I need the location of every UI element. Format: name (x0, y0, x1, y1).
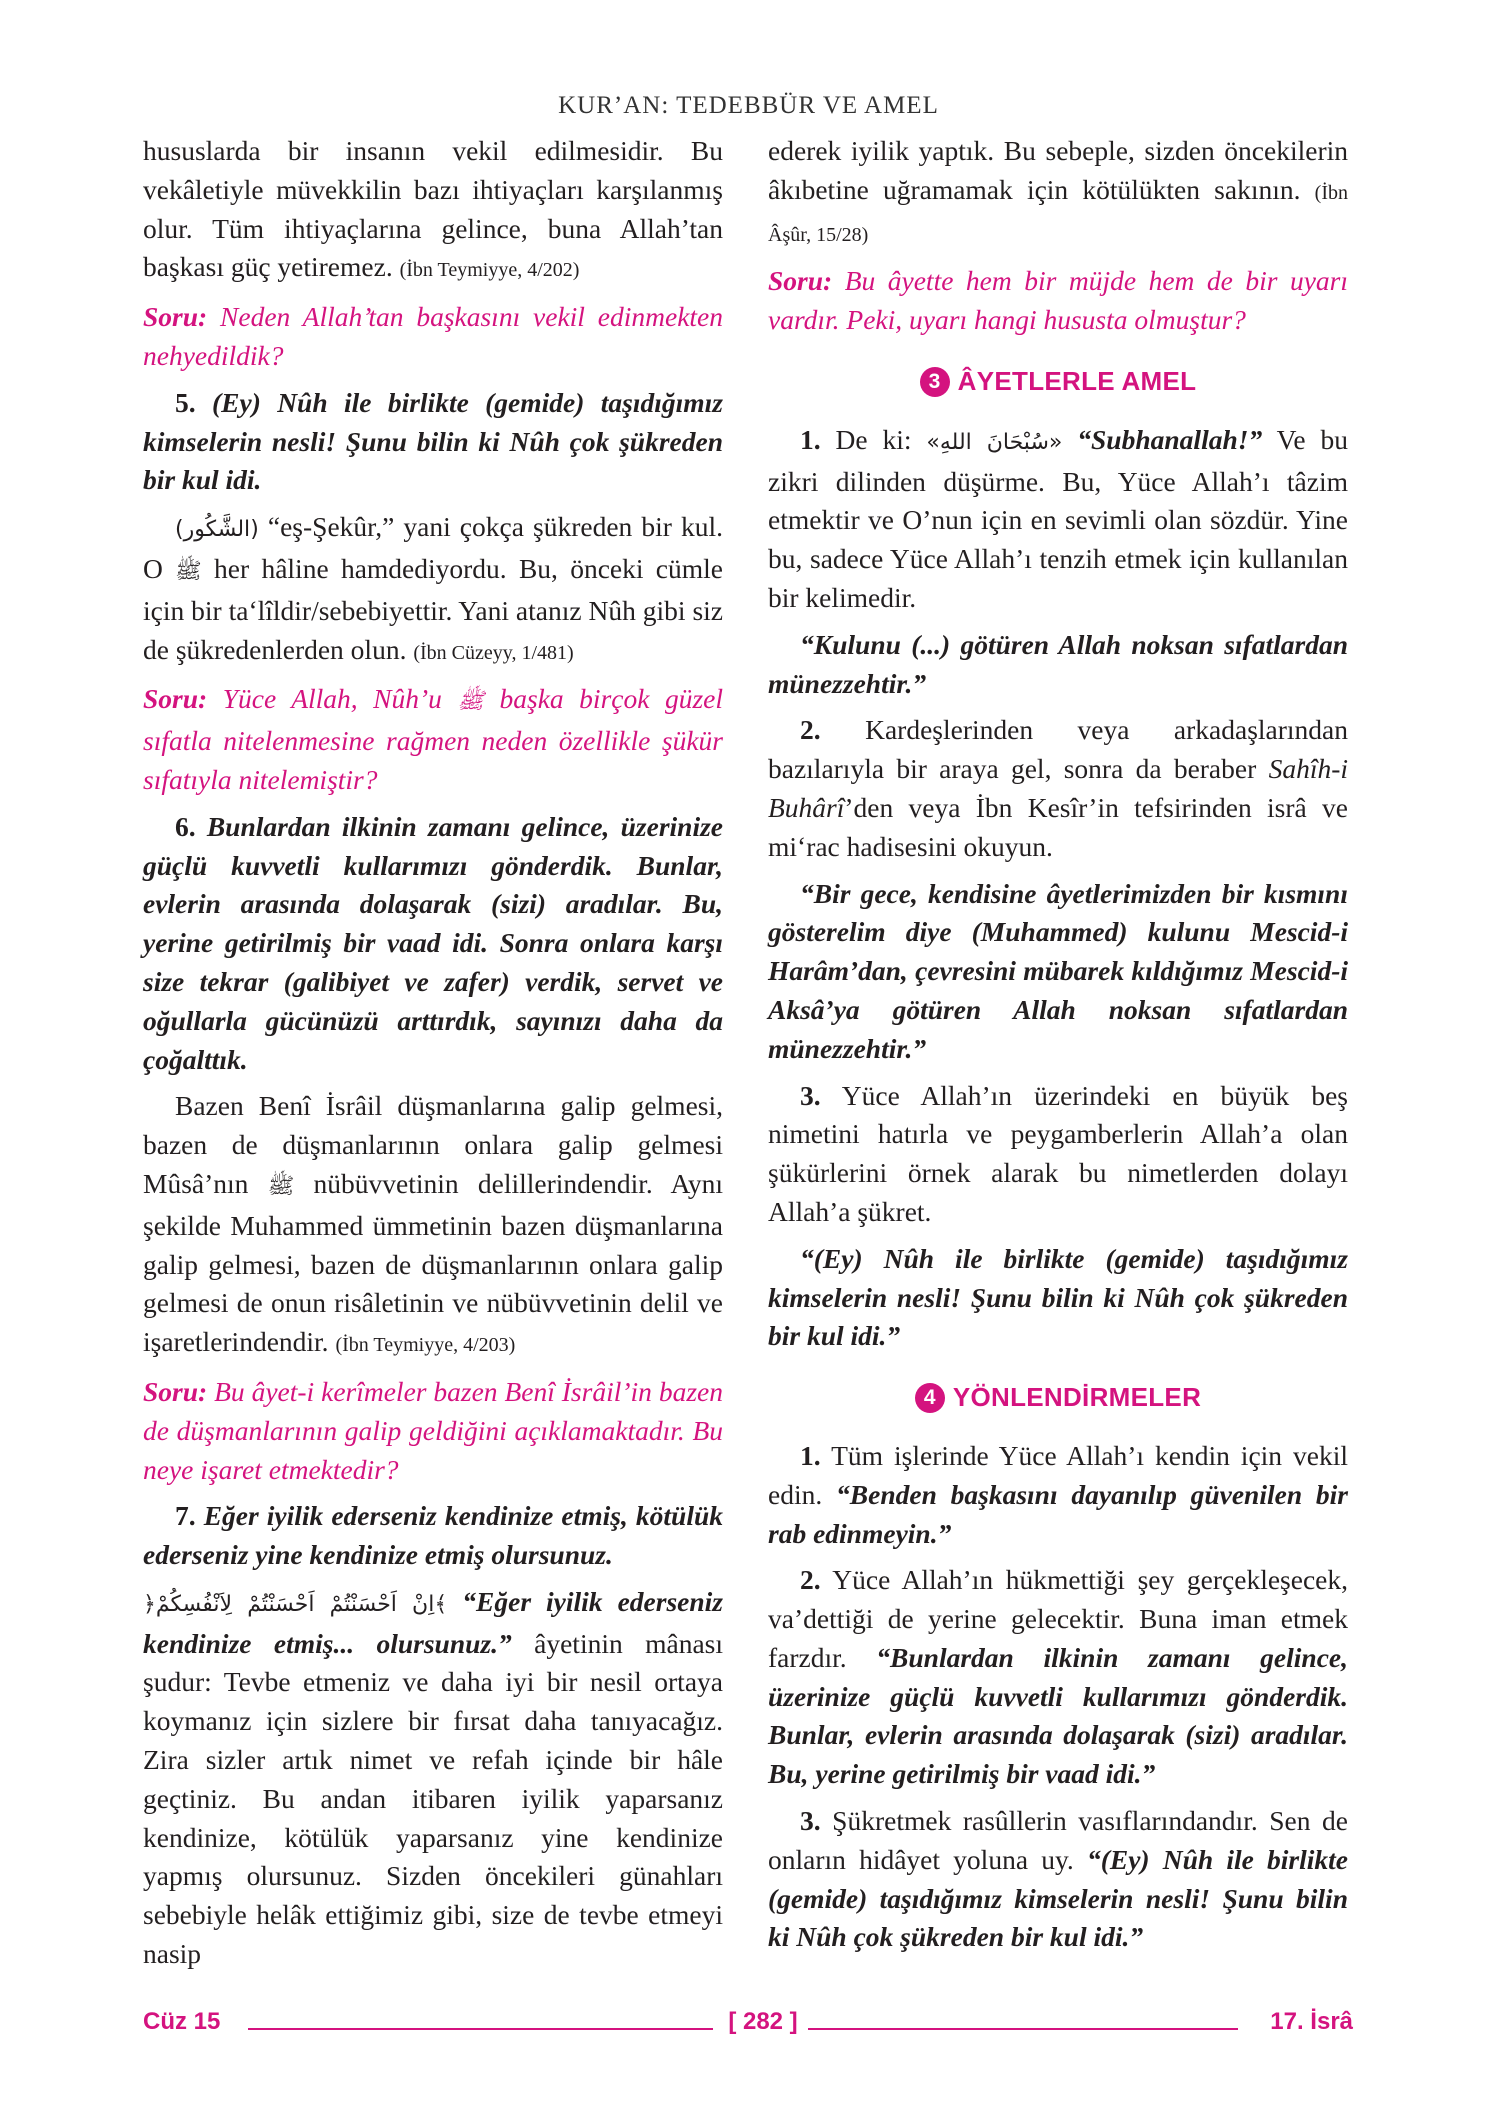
reference: (İbn Cüzeyy, 1/481) (413, 641, 574, 664)
paragraph (143, 1583, 723, 1974)
verse-number: 6. (175, 810, 196, 842)
paragraph (143, 1087, 723, 1365)
verse-text: (Ey) Nûh ile birlikte (gemide) taşıdığımız kimselerin nesli! Şunu bilin ki Nûh çok şükreden bir kul idi. (143, 386, 724, 496)
quoted-verse: “Eğer iyilik ederseniz kendinize etmiş... olursunuz.” (143, 1585, 723, 1659)
salutation-icon: ﷺ (267, 1173, 295, 1199)
quoted-verse: “(Ey) Nûh ile birlikte (gemide) taşıdığımız kimselerin nesli! Şunu bilin ki Nûh çok şükreden bir kul idi.” (768, 1242, 1348, 1352)
book-title: Sahîh-i Buhârî (768, 753, 1349, 823)
item-text: ’den veya İbn Kesîr’in tefsirinden isrâ ve mi‘rac hadisesini okuyun. (768, 791, 1348, 862)
reference: (İbn Teymiyye, 4/203) (335, 1334, 516, 1357)
reference: (İbn Âşûr, 15/28) (768, 181, 1348, 246)
quoted-verse: “Bir gece, kendisine âyetlerimizden bir kısmını gösterelim diye (Muhammed) kulunu Mescid-i Harâm’dan, çevresini mübarek kıldığımız Mescid-i Aksâ’ya götüren Allah noksan sıfatlardan münezzehtir.” (768, 877, 1348, 1064)
paragraph-text: ederek iyilik yaptık. Bu sebeple, sizden öncekilerin âkıbetine uğramamak için kötülükten sakının. (768, 135, 1348, 205)
item-number: 2. (800, 1564, 821, 1596)
quoted-verse: “Benden başkasını dayanılıp güvenilen bir rab edinmeyin.” (768, 1478, 1348, 1549)
arabic-verse: ﴿اِنْ اَحْسَنْتُمْ اَحْسَنْتُمْ لِاَنْفُسِكُمْ﴾ (143, 1591, 448, 1617)
paragraph (768, 132, 1348, 254)
quoted-verse: “Kulunu (...) götüren Allah noksan sıfatlardan münezzehtir.” (768, 628, 1348, 699)
item-text: De ki: (835, 423, 912, 455)
item-text: Yüce Allah’ın hükmettiği şey gerçekleşecek, va’dettiği de yerine gelecektir. Buna iman etmek farzdır. (768, 1564, 1348, 1673)
item-text: Tüm işlerinde Yüce Allah’ı kendin için vekil edin. (768, 1439, 1348, 1510)
page-footer (143, 2008, 1353, 2048)
item-number: 3. (800, 1079, 821, 1111)
item-text: Yüce Allah’ın üzerindeki en büyük beş nimetini hatırla ve peygamberlerin Allah’a olan şükürlerini örnek alarak bu nimetlerden dolayı Allah’a şükret. (768, 1079, 1348, 1227)
juz-label: Cüz 15 (143, 2008, 221, 2035)
question-label: Soru: (768, 265, 833, 297)
quoted-verse: “(Ey) Nûh ile birlikte (gemide) taşıdığımız kimselerin nesli! Şunu bilin ki Nûh çok şükreden bir kul idi.” (768, 1843, 1348, 1953)
list-item (768, 421, 1348, 618)
quoted-phrase: “Subhanallah!” (1077, 423, 1263, 455)
verse-6 (143, 808, 723, 1080)
verse-number: 7. (175, 1500, 196, 1532)
item-number: 3. (800, 1805, 821, 1837)
section-number-badge: 4 (915, 1383, 945, 1413)
page-number: [ 282 ] (728, 2008, 798, 2035)
verse-number: 5. (175, 386, 196, 418)
item-text: Şükretmek rasûllerin vasıflarındandır. Sen de onların hidâyet yoluna uy. (768, 1805, 1348, 1875)
salutation-icon: ﷺ (457, 689, 484, 715)
arabic-term: «سُبْحَانَ اللهِ» (926, 429, 1063, 455)
question (768, 262, 1348, 340)
question-text: Yüce Allah, Nûh’u (222, 683, 442, 715)
verse-5 (143, 384, 723, 500)
section-number-badge: 3 (920, 367, 950, 397)
question-text: Bu âyette hem bir müjde hem de bir uyarı vardır. Peki, uyarı hangi hususta olmuştur? (768, 265, 1348, 336)
question-text: Bu âyet-i kerîmeler bazen Benî İsrâil’in bazen de düşmanlarının galip geldiğini açıklamaktadır. Bu neye işaret etmektedir? (143, 1375, 723, 1485)
section-title: YÖNLENDİRMELER (952, 1382, 1202, 1413)
list-item (768, 1561, 1348, 1794)
question-label: Soru: (143, 683, 208, 715)
question-label: Soru: (143, 301, 208, 333)
section-title: ÂYETLERLE AMEL (957, 365, 1197, 396)
item-text: Ve bu zikri dilinden düşürme. Bu, Yüce Allah’ı tâzim etmektir ve O’nun için en sevimli olan sözdür. Yine bu, sadece Yüce Allah’ı tenzih etmek için kullanılan bir kelimedir. (768, 423, 1349, 613)
paragraph-text: âyetinin mânası şudur: Tevbe etmeniz ve daha iyi bir nesil ortaya koymanız için sizlere bir fırsat daha tanıyacağız. Zira sizler artık nimet ve refah içinde bir hâle geçtiniz. Bu andan itibaren iyilik yaparsanız kendinize, kötülük yaparsanız yine kendinize yapmış olursunuz. Sizden öncekileri günahları sebebiyle helâk ettiğimiz gibi, size de tevbe etmeyi nasip (143, 1627, 724, 1970)
arabic-term: (الشَّكُور) (175, 517, 259, 543)
right-column (768, 132, 1348, 1965)
section-heading-4 (768, 1378, 1348, 1417)
list-item (768, 1437, 1348, 1553)
verse-text: Eğer iyilik ederseniz kendinize etmiş, kötülük ederseniz yine kendinize etmiş olursunuz. (143, 1500, 724, 1571)
question-label: Soru: (143, 1375, 208, 1407)
question (143, 298, 723, 376)
question-text: başka birçok güzel sıfatla nitelenmesine rağmen neden özellikle şükür sıfatıyla nitelemiştir? (143, 683, 723, 795)
paragraph-text: Bazen Benî İsrâil düşmanlarına galip gelmesi, bazen de düşmanlarının onlara galip gelmesi Mûsâ’nın (143, 1090, 723, 1199)
left-column (143, 132, 723, 1982)
verse-7 (143, 1497, 723, 1575)
salutation-icon: ﷺ (175, 558, 202, 584)
footer-rule (248, 2028, 713, 2030)
section-heading-3 (768, 362, 1348, 401)
running-header: KUR’AN: TEDEBBÜR VE AMEL (558, 92, 939, 119)
question (143, 1373, 723, 1489)
footer-rule (808, 2028, 1238, 2030)
paragraph-text: nübüvvetinin delillerindendir. Aynı şekilde Muhammed ümmetinin bazen düşmanlarına galip gelmesi, bazen de düşmanlarının onlara galip gelmesi de onun risâletinin ve nübüvvetinin delil ve işaretlerindendir. (143, 1167, 724, 1358)
quoted-verse: “Bunlardan ilkinin zamanı gelince, üzerinize güçlü kuvvetli kullarımızı gönderdik. Bunlar, evlerin arasında dolaşarak (sizi) aradılar. Bu, yerine getirilmiş bir vaad idi.” (768, 1641, 1349, 1790)
list-item (768, 1802, 1348, 1957)
verse-text: Bunlardan ilkinin zamanı gelince, üzerinize güçlü kuvvetli kullarımızı gönderdik. Bunlar, evlerin arasında dolaşarak (sizi) aradılar. Bu, yerine getirilmiş bir vaad idi. Sonra onlara karşı size tekrar (galibiyet ve zafer) verdik, servet ve oğullarla gücünüzü arttırdık, sayınızı daha da çoğalttık. (143, 810, 723, 1075)
paragraph-text: “eş-Şekûr,” yani çokça şükreden bir kul. O (143, 511, 723, 584)
item-number: 2. (800, 714, 821, 746)
paragraph-text: hususlarda bir insanın vekil edilmesidir. Bu vekâletiyle müvekkilin bazı ihtiyaçları karşılanmış olur. Tüm ihtiyaçlarına gelince, buna Allah’tan başkası güç yetiremez. (143, 135, 723, 283)
surah-label: 17. İsrâ (1270, 2008, 1353, 2035)
reference: (İbn Teymiyye, 4/202) (399, 259, 580, 282)
item-number: 1. (800, 423, 821, 455)
paragraph (143, 508, 723, 672)
item-number: 1. (800, 1439, 821, 1471)
paragraph (143, 132, 723, 290)
list-item (768, 1077, 1348, 1232)
question-text: Neden Allah’tan başkasını vekil edinmekten nehyedildik? (143, 301, 723, 371)
paragraph-text: her hâline hamdediyordu. Bu, önceki cümle için bir ta‘lîldir/sebebiyettir. Yani atanız Nûh gibi siz de şükredenlerden olun. (143, 552, 724, 665)
question (143, 680, 723, 799)
list-item (768, 711, 1348, 866)
item-text: Kardeşlerinden veya arkadaşlarından bazılarıyla bir araya gel, sonra da beraber (768, 714, 1348, 785)
